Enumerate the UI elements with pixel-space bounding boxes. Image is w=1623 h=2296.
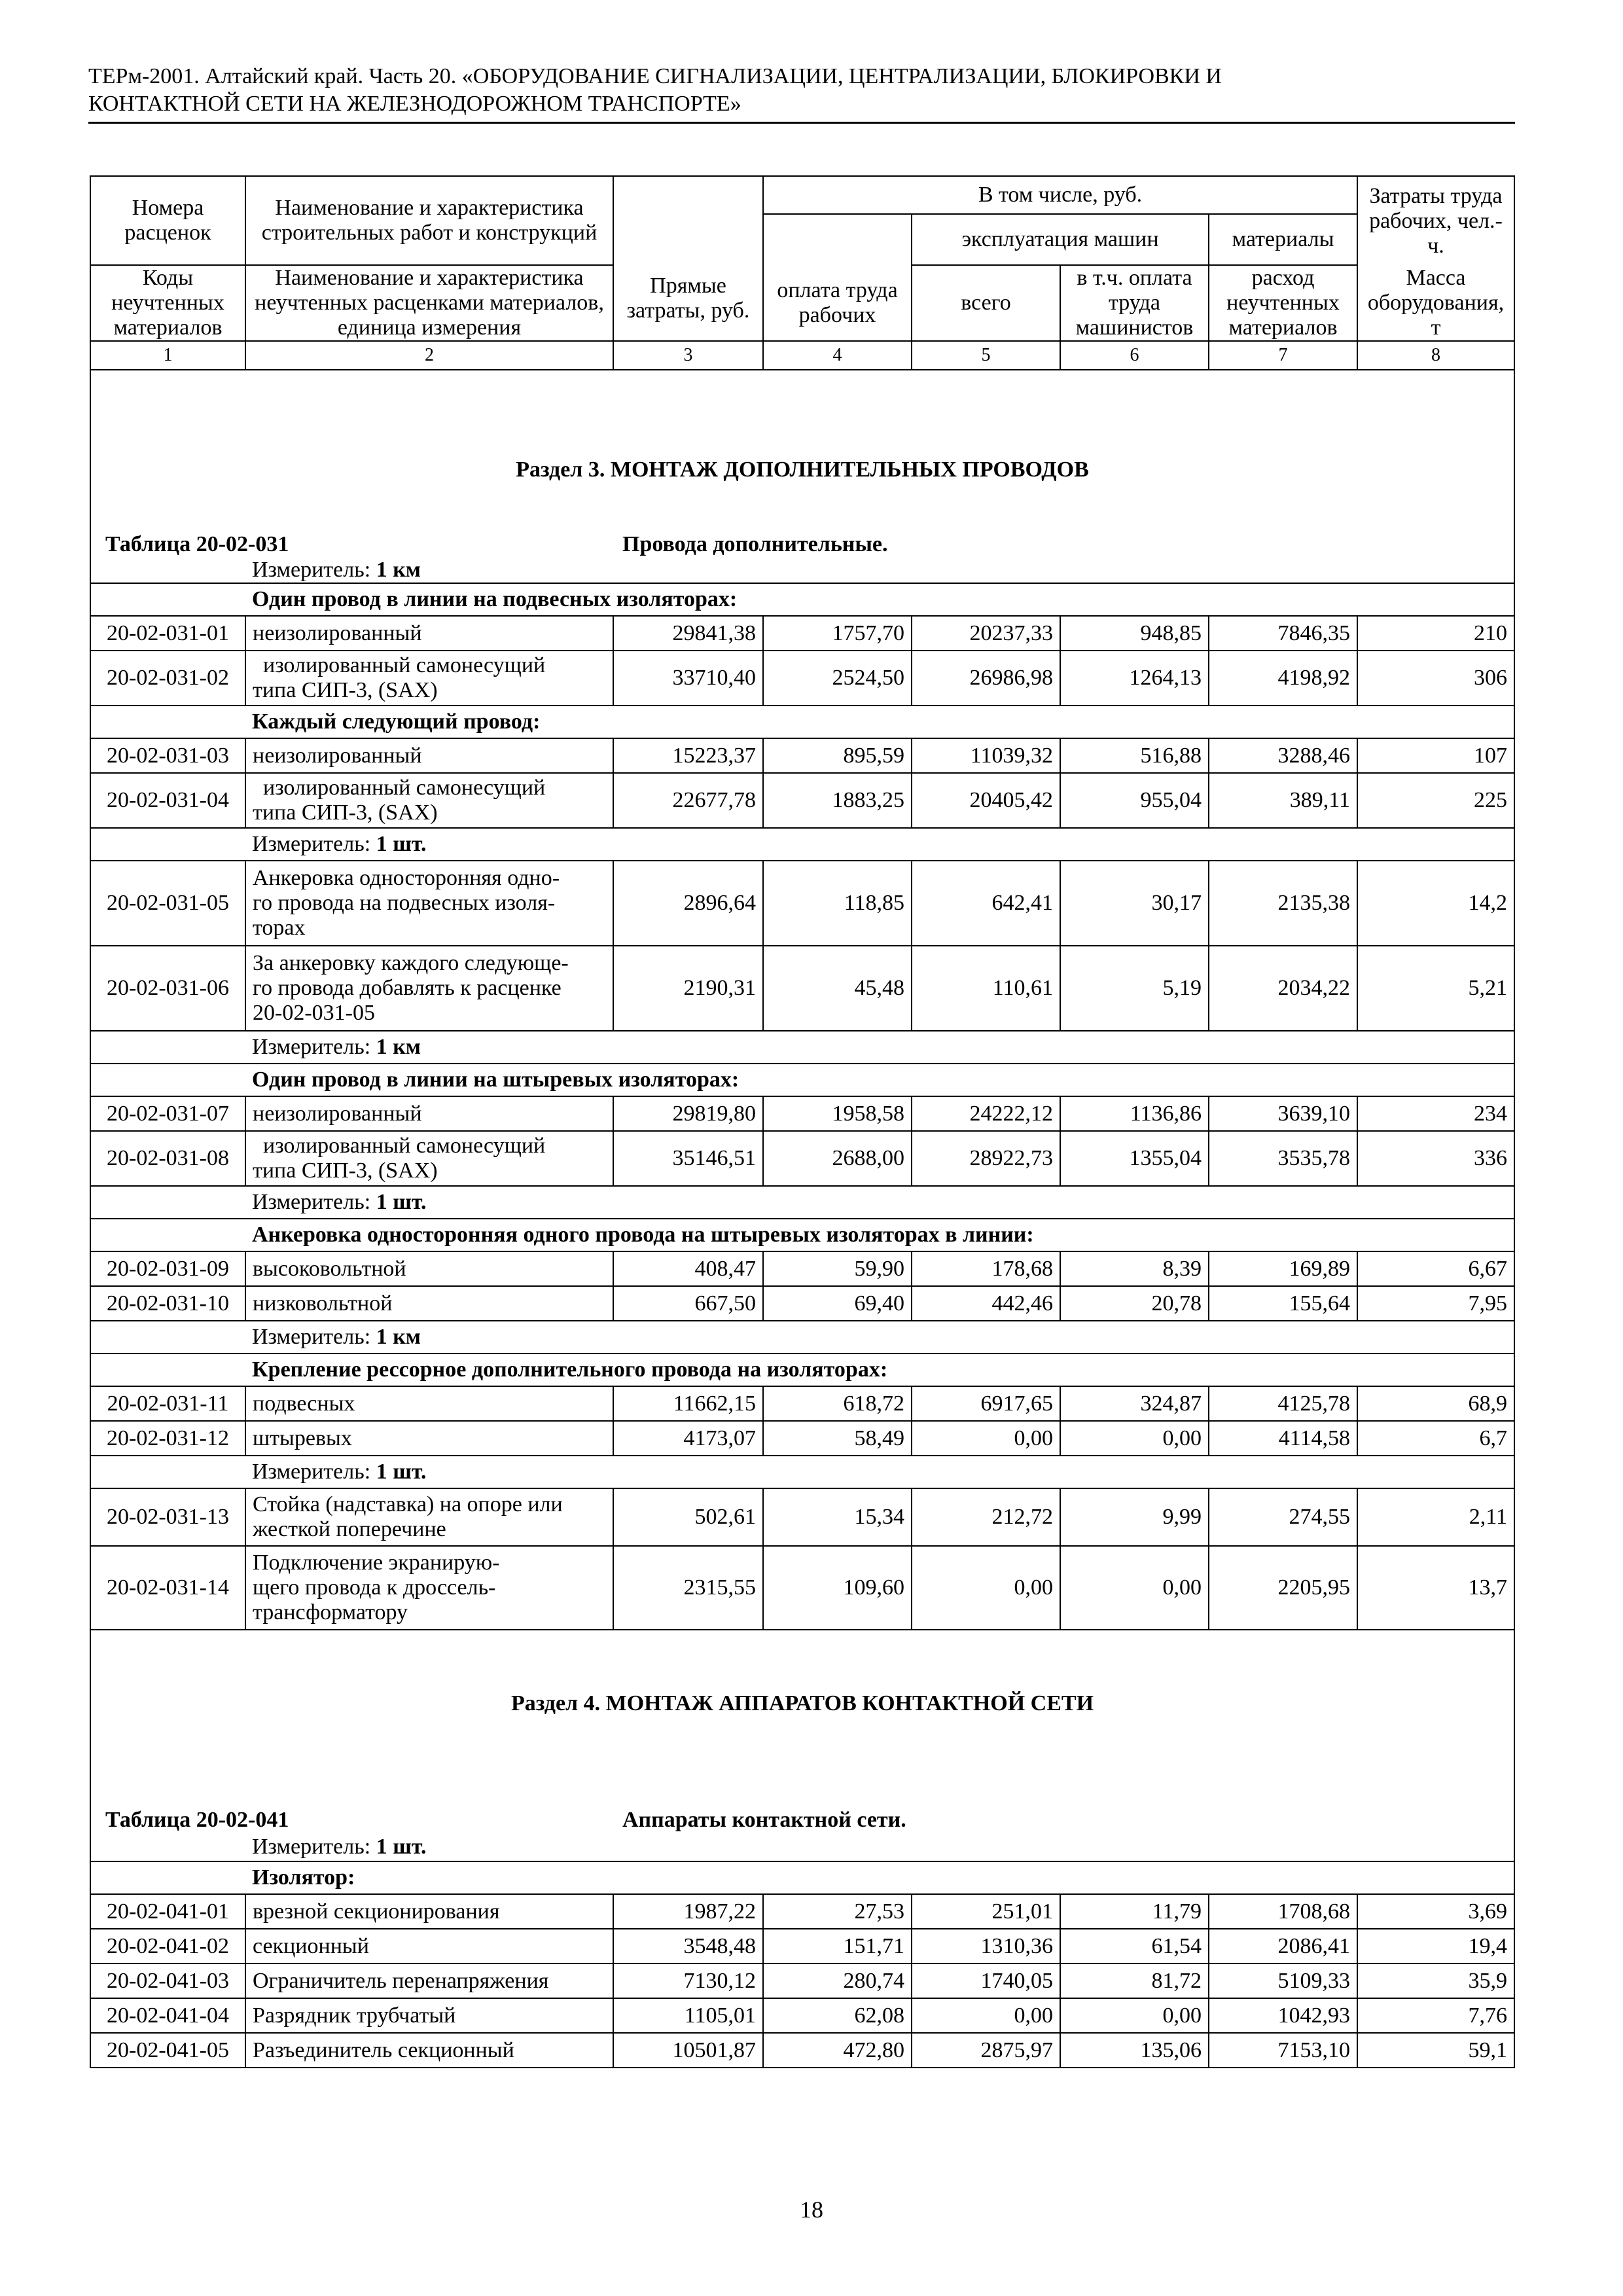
row-code: 20-02-031-02 — [90, 651, 245, 706]
direct-cost: 408,47 — [613, 1251, 763, 1286]
spacer — [90, 1321, 245, 1354]
machines-wages: 1136,86 — [1060, 1096, 1209, 1131]
machines-total: 0,00 — [912, 1546, 1060, 1630]
group-row — [90, 1861, 1514, 1894]
machines-total: 0,00 — [912, 1421, 1060, 1456]
row-code: 20-02-041-01 — [90, 1894, 245, 1929]
row-code: 20-02-041-04 — [90, 1998, 245, 2033]
direct-cost: 502,61 — [613, 1488, 763, 1546]
meter-text: Измеритель: 1 км — [245, 557, 1514, 583]
table-row — [90, 1131, 1514, 1186]
labor: 2,11 — [1357, 1488, 1514, 1546]
wages: 62,08 — [763, 1998, 912, 2033]
direct-cost: 3548,48 — [613, 1929, 763, 1964]
wages: 109,60 — [763, 1546, 912, 1630]
header-row-3 — [90, 265, 1514, 341]
table-041-name: Аппараты контактной сети. — [613, 1734, 1514, 1833]
group-row — [90, 1219, 1514, 1251]
labor: 14,2 — [1357, 861, 1514, 946]
meter-text: Измеритель: 1 км — [245, 1031, 1514, 1064]
section-4-title: Раздел 4. МОНТАЖ АППАРАТОВ КОНТАКТНОЙ СЕТИ — [90, 1630, 1514, 1734]
table-row — [90, 616, 1514, 651]
machines-wages: 30,17 — [1060, 861, 1209, 946]
machines-wages: 955,04 — [1060, 773, 1209, 828]
meter-text: Измеритель: 1 шт. — [245, 828, 1514, 861]
table-031-title-row — [90, 494, 1514, 557]
machines-total: 1310,36 — [912, 1929, 1060, 1964]
row-code: 20-02-041-03 — [90, 1964, 245, 1998]
group-heading: Анкеровка односторонняя одного провода на штыревых изоляторах в линии: — [245, 1219, 1514, 1251]
col-mat-use-header: расход неучтенных материалов — [1209, 265, 1357, 341]
labor: 3,69 — [1357, 1894, 1514, 1929]
column-numbers-row — [90, 341, 1514, 370]
spacer — [90, 828, 245, 861]
machines-wages: 8,39 — [1060, 1251, 1209, 1286]
labor: 6,67 — [1357, 1251, 1514, 1286]
machines-total: 442,46 — [912, 1286, 1060, 1321]
machines-total: 2875,97 — [912, 2033, 1060, 2068]
col-wages-spacer — [763, 214, 912, 265]
direct-cost: 35146,51 — [613, 1131, 763, 1186]
row-name: Анкеровка односторонняя одно- го провода на подвесных изоля- торах — [245, 861, 613, 946]
direct-cost: 667,50 — [613, 1286, 763, 1321]
meter-row — [90, 1186, 1514, 1219]
col-num: 6 — [1060, 341, 1209, 370]
table-041-title-row — [90, 1734, 1514, 1833]
table-row — [90, 773, 1514, 828]
direct-cost: 1987,22 — [613, 1894, 763, 1929]
col-labor-header: Затраты труда рабочих, чел.-ч. — [1357, 176, 1514, 265]
wages: 280,74 — [763, 1964, 912, 1998]
direct-cost: 4173,07 — [613, 1421, 763, 1456]
wages: 895,59 — [763, 738, 912, 773]
group-row — [90, 583, 1514, 616]
materials: 389,11 — [1209, 773, 1357, 828]
materials: 7153,10 — [1209, 2033, 1357, 2068]
direct-cost: 10501,87 — [613, 2033, 763, 2068]
labor: 234 — [1357, 1096, 1514, 1131]
machines-wages: 516,88 — [1060, 738, 1209, 773]
row-code: 20-02-041-02 — [90, 1929, 245, 1964]
materials: 3288,46 — [1209, 738, 1357, 773]
materials: 4198,92 — [1209, 651, 1357, 706]
labor: 35,9 — [1357, 1964, 1514, 1998]
table-row — [90, 946, 1514, 1031]
row-name: низковольтной — [245, 1286, 613, 1321]
labor: 107 — [1357, 738, 1514, 773]
col-machines-header: эксплуатация машин — [912, 214, 1209, 265]
table-row — [90, 1964, 1514, 1998]
group-heading: Один провод в линии на штыревых изоляторах: — [245, 1064, 1514, 1096]
table-row — [90, 1096, 1514, 1131]
row-code: 20-02-031-06 — [90, 946, 245, 1031]
col-direct-header: Прямые затраты, руб. — [613, 176, 763, 341]
table-row — [90, 1421, 1514, 1456]
group-heading: Крепление рессорное дополнительного провода на изоляторах: — [245, 1354, 1514, 1386]
table-row — [90, 861, 1514, 946]
meter-row — [90, 557, 1514, 583]
machines-total: 0,00 — [912, 1998, 1060, 2033]
row-name: изолированный самонесущий типа СИП-3, (SAX) — [245, 651, 613, 706]
meter-row — [90, 828, 1514, 861]
labor: 7,95 — [1357, 1286, 1514, 1321]
machines-total: 212,72 — [912, 1488, 1060, 1546]
materials: 3639,10 — [1209, 1096, 1357, 1131]
row-name: неизолированный — [245, 738, 613, 773]
labor: 13,7 — [1357, 1546, 1514, 1630]
spacer — [90, 1354, 245, 1386]
machines-total: 20237,33 — [912, 616, 1060, 651]
wages: 15,34 — [763, 1488, 912, 1546]
spacer — [90, 1219, 245, 1251]
materials: 2034,22 — [1209, 946, 1357, 1031]
group-row — [90, 706, 1514, 738]
direct-cost: 29841,38 — [613, 616, 763, 651]
table-031-label: Таблица 20-02-031 — [90, 494, 613, 557]
row-code: 20-02-031-10 — [90, 1286, 245, 1321]
group-heading: Один провод в линии на подвесных изоляторах: — [245, 583, 1514, 616]
spacer — [90, 1861, 245, 1894]
row-name: Стойка (надставка) на опоре или жесткой поперечине — [245, 1488, 613, 1546]
machines-total: 26986,98 — [912, 651, 1060, 706]
machines-wages: 948,85 — [1060, 616, 1209, 651]
machines-wages: 0,00 — [1060, 1998, 1209, 2033]
row-name: штыревых — [245, 1421, 613, 1456]
wages: 1757,70 — [763, 616, 912, 651]
row-code: 20-02-031-12 — [90, 1421, 245, 1456]
wages: 58,49 — [763, 1421, 912, 1456]
header-line-2: КОНТАКТНОЙ СЕТИ НА ЖЕЛЕЗНОДОРОЖНОМ ТРАНСПОРТЕ» — [88, 92, 741, 116]
labor: 7,76 — [1357, 1998, 1514, 2033]
machines-wages: 324,87 — [1060, 1386, 1209, 1421]
wages: 45,48 — [763, 946, 912, 1031]
table-row — [90, 651, 1514, 706]
table-row — [90, 1546, 1514, 1630]
machines-wages: 1264,13 — [1060, 651, 1209, 706]
meter-row — [90, 1031, 1514, 1064]
spacer — [90, 706, 245, 738]
table-031-name: Провода дополнительные. — [613, 494, 1514, 557]
machines-total: 642,41 — [912, 861, 1060, 946]
row-name: неизолированный — [245, 616, 613, 651]
row-code: 20-02-031-08 — [90, 1131, 245, 1186]
row-name: За анкеровку каждого следующе- го провода добавлять к расценке 20-02-031-05 — [245, 946, 613, 1031]
meter-row — [90, 1456, 1514, 1488]
spacer — [90, 1186, 245, 1219]
meter-text: Измеритель: 1 шт. — [245, 1186, 1514, 1219]
labor: 306 — [1357, 651, 1514, 706]
labor: 59,1 — [1357, 2033, 1514, 2068]
machines-wages: 135,06 — [1060, 2033, 1209, 2068]
price-table — [90, 175, 1515, 2068]
col-codes2-header: Коды неучтенных материалов — [90, 265, 245, 341]
meter-row — [90, 1321, 1514, 1354]
machines-wages: 20,78 — [1060, 1286, 1209, 1321]
direct-cost: 1105,01 — [613, 1998, 763, 2033]
running-header — [88, 63, 1515, 124]
labor: 210 — [1357, 616, 1514, 651]
col-incl-wages-header: в т.ч. оплата труда машинистов — [1060, 265, 1209, 341]
spacer — [90, 1833, 245, 1861]
col-wages-header: оплата труда рабочих — [763, 265, 912, 341]
group-heading: Каждый следующий провод: — [245, 706, 1514, 738]
table-row — [90, 2033, 1514, 2068]
col-total-header: всего — [912, 265, 1060, 341]
materials: 5109,33 — [1209, 1964, 1357, 1998]
wages: 118,85 — [763, 861, 912, 946]
materials: 7846,35 — [1209, 616, 1357, 651]
row-name: высоковольтной — [245, 1251, 613, 1286]
row-name: Разрядник трубчатый — [245, 1998, 613, 2033]
spacer — [90, 1031, 245, 1064]
table-041-label: Таблица 20-02-041 — [90, 1734, 613, 1833]
table-row — [90, 1929, 1514, 1964]
direct-cost: 33710,40 — [613, 651, 763, 706]
row-code: 20-02-031-01 — [90, 616, 245, 651]
row-name: Ограничитель перенапряжения — [245, 1964, 613, 1998]
col-num: 3 — [613, 341, 763, 370]
materials: 274,55 — [1209, 1488, 1357, 1546]
machines-total: 178,68 — [912, 1251, 1060, 1286]
materials: 3535,78 — [1209, 1131, 1357, 1186]
table-row — [90, 1894, 1514, 1929]
machines-total: 24222,12 — [912, 1096, 1060, 1131]
direct-cost: 2315,55 — [613, 1546, 763, 1630]
col-num: 5 — [912, 341, 1060, 370]
table-row — [90, 1251, 1514, 1286]
wages: 1958,58 — [763, 1096, 912, 1131]
wages: 2688,00 — [763, 1131, 912, 1186]
row-name: врезной секционирования — [245, 1894, 613, 1929]
labor: 336 — [1357, 1131, 1514, 1186]
row-name: подвесных — [245, 1386, 613, 1421]
row-code: 20-02-031-07 — [90, 1096, 245, 1131]
col-num: 2 — [245, 341, 613, 370]
machines-total: 11039,32 — [912, 738, 1060, 773]
row-code: 20-02-041-05 — [90, 2033, 245, 2068]
direct-cost: 7130,12 — [613, 1964, 763, 1998]
materials: 2135,38 — [1209, 861, 1357, 946]
materials: 1708,68 — [1209, 1894, 1357, 1929]
wages: 2524,50 — [763, 651, 912, 706]
wages: 151,71 — [763, 1929, 912, 1964]
machines-total: 20405,42 — [912, 773, 1060, 828]
materials: 4125,78 — [1209, 1386, 1357, 1421]
col-num: 7 — [1209, 341, 1357, 370]
spacer — [90, 1064, 245, 1096]
row-code: 20-02-031-14 — [90, 1546, 245, 1630]
wages: 69,40 — [763, 1286, 912, 1321]
materials: 2205,95 — [1209, 1546, 1357, 1630]
header-line-1: ТЕРм-2001. Алтайский край. Часть 20. «ОБОРУДОВАНИЕ СИГНАЛИЗАЦИИ, ЦЕНТРАЛИЗАЦИИ, БЛОКИРОВКИ И — [88, 64, 1222, 88]
wages: 618,72 — [763, 1386, 912, 1421]
wages: 1883,25 — [763, 773, 912, 828]
materials: 4114,58 — [1209, 1421, 1357, 1456]
direct-cost: 11662,15 — [613, 1386, 763, 1421]
direct-cost: 22677,78 — [613, 773, 763, 828]
spacer — [90, 1456, 245, 1488]
section-3-title: Раздел 3. МОНТАЖ ДОПОЛНИТЕЛЬНЫХ ПРОВОДОВ — [90, 370, 1514, 494]
row-name: изолированный самонесущий типа СИП-3, (SAX) — [245, 1131, 613, 1186]
table-row — [90, 1386, 1514, 1421]
machines-wages: 0,00 — [1060, 1546, 1209, 1630]
machines-total: 6917,65 — [912, 1386, 1060, 1421]
col-names-header: Наименование и характеристика строительных работ и конструкций — [245, 176, 613, 265]
row-name: Разъединитель секционный — [245, 2033, 613, 2068]
machines-wages: 81,72 — [1060, 1964, 1209, 1998]
page-number: 18 — [800, 2197, 823, 2223]
meter-text: Измеритель: 1 шт. — [245, 1833, 1514, 1861]
table-row — [90, 1488, 1514, 1546]
col-names2-header: Наименование и характеристика неучтенных расценками материалов, единица измерения — [245, 265, 613, 341]
machines-total: 28922,73 — [912, 1131, 1060, 1186]
materials: 1042,93 — [1209, 1998, 1357, 2033]
section-3-title-row — [90, 370, 1514, 494]
group-row — [90, 1064, 1514, 1096]
wages: 472,80 — [763, 2033, 912, 2068]
section-4-title-row — [90, 1630, 1514, 1734]
machines-total: 1740,05 — [912, 1964, 1060, 1998]
labor: 19,4 — [1357, 1929, 1514, 1964]
machines-wages: 61,54 — [1060, 1929, 1209, 1964]
machines-total: 110,61 — [912, 946, 1060, 1031]
materials: 155,64 — [1209, 1286, 1357, 1321]
row-name: изолированный самонесущий типа СИП-3, (SAX) — [245, 773, 613, 828]
meter-text: Измеритель: 1 км — [245, 1321, 1514, 1354]
materials: 2086,41 — [1209, 1929, 1357, 1964]
direct-cost: 15223,37 — [613, 738, 763, 773]
table-row — [90, 738, 1514, 773]
group-row — [90, 1354, 1514, 1386]
row-code: 20-02-031-04 — [90, 773, 245, 828]
group-heading: Изолятор: — [245, 1861, 1514, 1894]
labor: 6,7 — [1357, 1421, 1514, 1456]
row-name: Подключение экранирую- щего провода к дроссель- трансформатору — [245, 1546, 613, 1630]
row-code: 20-02-031-13 — [90, 1488, 245, 1546]
spacer — [90, 583, 245, 616]
machines-wages: 0,00 — [1060, 1421, 1209, 1456]
row-code: 20-02-031-09 — [90, 1251, 245, 1286]
col-num: 4 — [763, 341, 912, 370]
machines-wages: 1355,04 — [1060, 1131, 1209, 1186]
materials: 169,89 — [1209, 1251, 1357, 1286]
table-row — [90, 1998, 1514, 2033]
row-code: 20-02-031-11 — [90, 1386, 245, 1421]
labor: 225 — [1357, 773, 1514, 828]
row-name: неизолированный — [245, 1096, 613, 1131]
machines-wages: 11,79 — [1060, 1894, 1209, 1929]
meter-text: Измеритель: 1 шт. — [245, 1456, 1514, 1488]
col-in-total-header: В том числе, руб. — [763, 176, 1357, 214]
direct-cost: 2896,64 — [613, 861, 763, 946]
table-row — [90, 1286, 1514, 1321]
wages: 27,53 — [763, 1894, 912, 1929]
direct-cost: 2190,31 — [613, 946, 763, 1031]
col-num: 8 — [1357, 341, 1514, 370]
spacer — [90, 557, 245, 583]
direct-cost: 29819,80 — [613, 1096, 763, 1131]
col-num: 1 — [90, 341, 245, 370]
row-name: секционный — [245, 1929, 613, 1964]
labor: 68,9 — [1357, 1386, 1514, 1421]
meter-row — [90, 1833, 1514, 1861]
row-code: 20-02-031-03 — [90, 738, 245, 773]
machines-wages: 5,19 — [1060, 946, 1209, 1031]
labor: 5,21 — [1357, 946, 1514, 1031]
col-codes-header: Номера расценок — [90, 176, 245, 265]
machines-wages: 9,99 — [1060, 1488, 1209, 1546]
wages: 59,90 — [763, 1251, 912, 1286]
header-row-1 — [90, 176, 1514, 214]
col-materials-header: материалы — [1209, 214, 1357, 265]
col-mass-header: Масса оборудования, т — [1357, 265, 1514, 341]
row-code: 20-02-031-05 — [90, 861, 245, 946]
machines-total: 251,01 — [912, 1894, 1060, 1929]
